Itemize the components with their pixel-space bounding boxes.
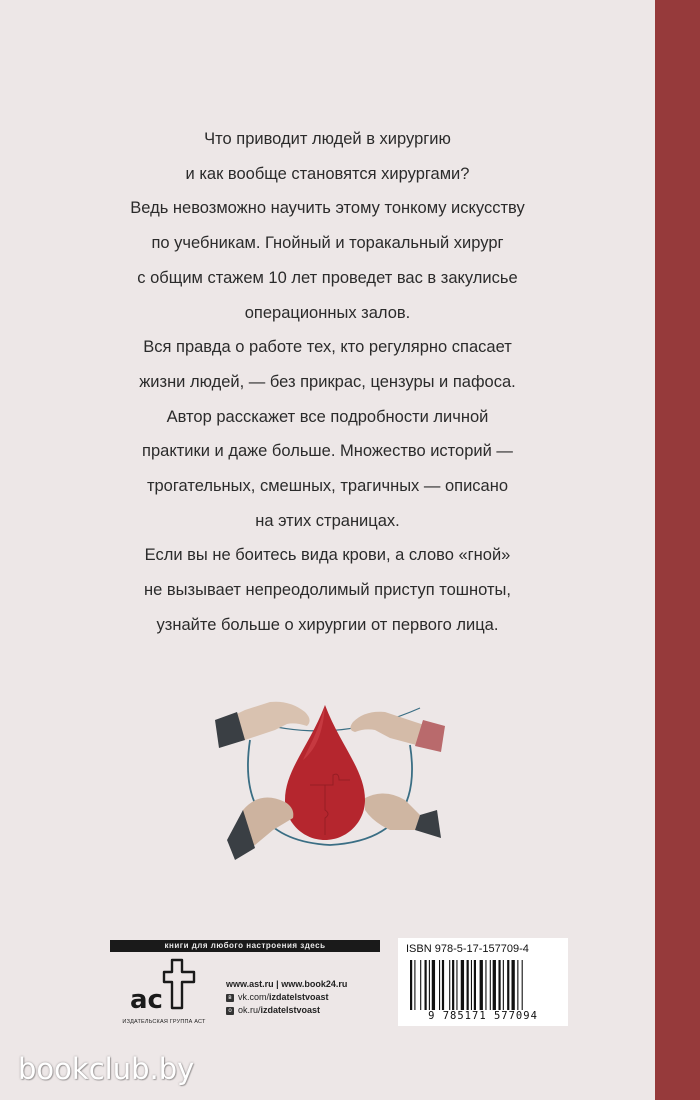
ast-logo [128,958,200,1020]
vk-handle: izdatelstvoast [269,992,329,1002]
vk-prefix: vk.com/ [238,992,270,1002]
blurb-line: трогательных, смешных, трагичных — описано [146,477,509,496]
spine-edge [655,0,700,1100]
blurb-line: жизни людей, — без прикрас, цензуры и пафоса. [139,372,516,391]
publisher-links [226,978,347,1017]
ok-prefix: ok.ru/ [238,1005,261,1015]
ok-handle: izdatelstvoast [260,1005,321,1015]
ok-icon: о [226,1007,234,1015]
blurb-line: Вся правда о работе тех, кто регулярно спасает [143,338,512,357]
blurb-line: Автор расскажет все подробности личной [166,407,489,426]
blurb-line: практики и даже больше. Множество историй — [142,442,513,461]
blurb-line: операционных залов. [244,303,411,322]
blurb-line: Если вы не боитесь вида крови, а слово «гной» [144,546,511,565]
watermark: bookclub.by [18,1052,195,1086]
book-blurb [40,122,615,643]
ok-link[interactable] [226,1004,347,1017]
blurb-line: Ведь невозможно научить этому тонкому искусству [130,199,525,218]
blurb-line: с общим стажем 10 лет проведет вас в закулисье [137,268,518,287]
blurb-line: Что приводит людей в хирургию [204,130,451,148]
blurb-line: узнайте больше о хирургии от первого лица. [156,615,499,634]
publisher-tagline: книги для любого настроения здесь [110,940,380,952]
publisher-websites[interactable]: www.ast.ru | www.book24.ru [226,979,348,989]
blood-drop-puzzle-illustration [215,690,445,890]
blurb-line: на этих страницах. [255,511,400,530]
blurb-line: и как вообще становятся хирургами? [185,164,470,183]
logo-caption: ИЗДАТЕЛЬСКАЯ ГРУППА АСТ [122,1019,206,1025]
isbn-barcode-block [398,938,568,1026]
vk-icon: в [226,994,234,1002]
vk-link[interactable] [226,991,347,1004]
barcode [408,960,558,1012]
barcode-digits: 9 785171 577094 [428,1010,538,1022]
blurb-line: не вызывает непреодолимый приступ тошноты, [144,581,511,600]
svg-text:ac: ac [130,985,163,1015]
isbn-label: ISBN 978-5-17-157709-4 [406,943,529,955]
blurb-line: по учебникам. Гнойный и торакальный хирург [151,234,504,253]
